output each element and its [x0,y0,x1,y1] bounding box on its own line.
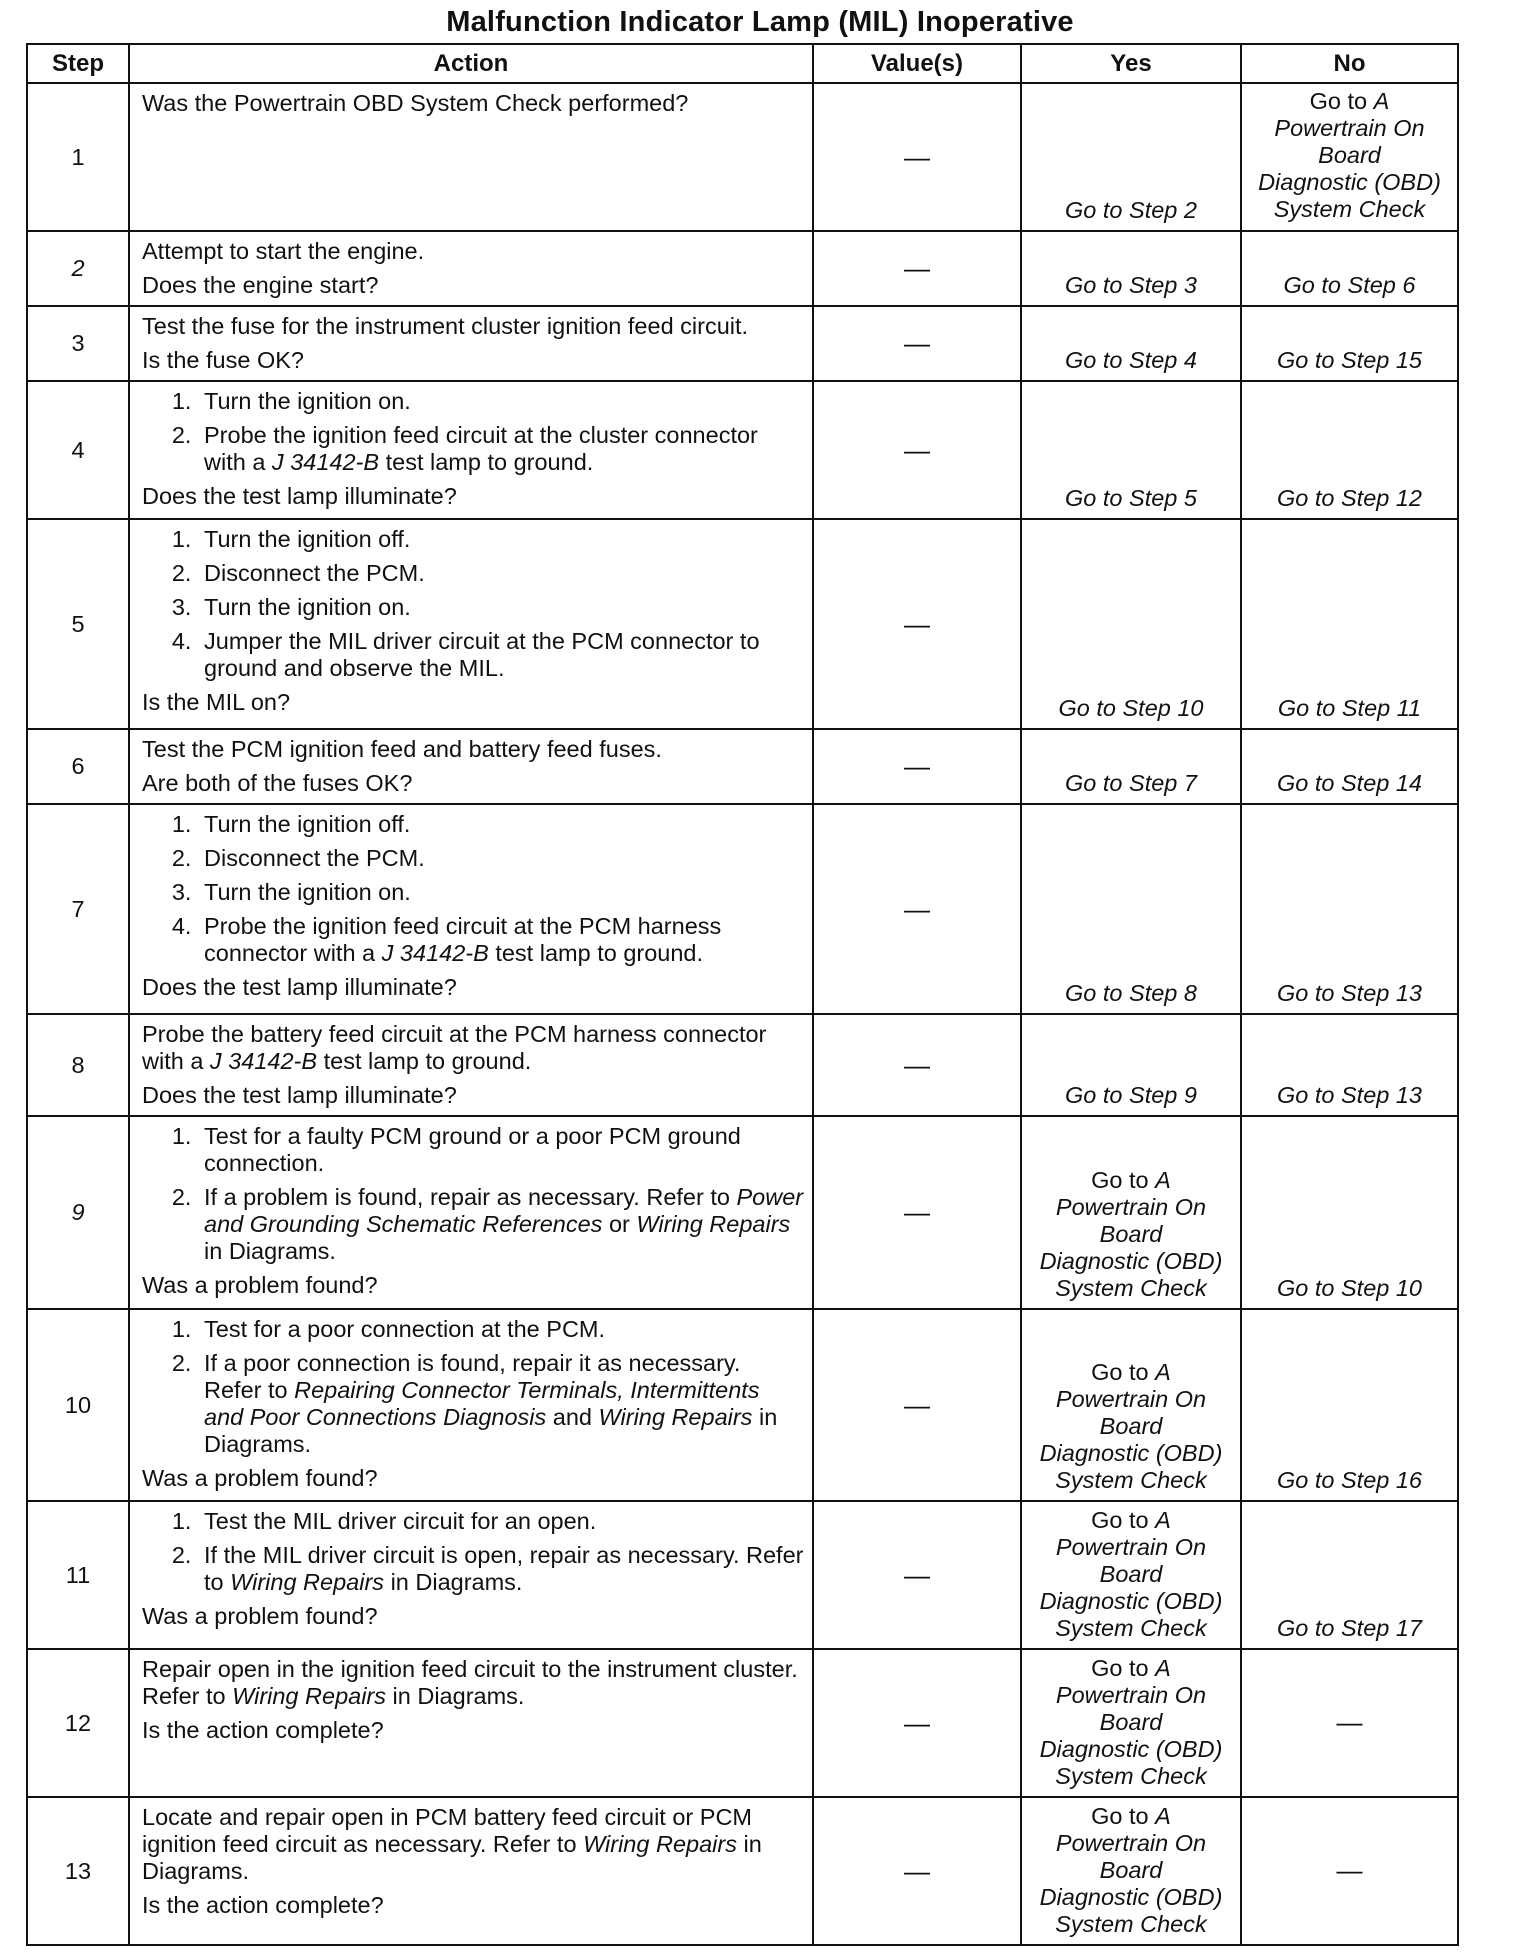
step-number: 4 [27,381,129,519]
table-row [27,1649,1458,1797]
yes-link[interactable]: Go to Step 4 [1065,347,1197,373]
no-cell: — [1241,1797,1458,1945]
no-cell: — [1241,1649,1458,1797]
no-link[interactable]: Go to Step 16 [1276,1467,1423,1493]
yes-link[interactable]: Go to Step 7 [1065,770,1197,796]
table-row [27,381,1458,519]
step-number: 13 [27,1797,129,1945]
step-number: 3 [27,306,129,381]
value-cell: — [813,729,1021,804]
table-row [27,306,1458,381]
yes-cell [1021,83,1241,231]
value-cell: — [813,519,1021,729]
value-cell: — [813,306,1021,381]
yes-link[interactable]: Go to A Powertrain On Board Diagnostic (OBD) System Check [1039,1655,1223,1789]
list-item: 1. Turn the ignition off. [198,526,804,553]
yes-link[interactable]: Go to Step 8 [1065,980,1197,1006]
no-link[interactable]: Go to Step 6 [1283,272,1416,298]
header-step: Step [27,44,129,83]
no-link[interactable]: Go to Step 15 [1276,347,1423,373]
value-cell: — [813,1014,1021,1116]
yes-link[interactable]: Go to Step 3 [1065,272,1197,298]
action-cell [129,1797,813,1945]
table-row [27,1014,1458,1116]
question-text: Was a problem found? [142,1272,378,1298]
instruction-list [142,811,804,967]
step-number: 9 [27,1116,129,1309]
list-item: 1. Test for a poor connection at the PCM. [198,1316,804,1343]
list-item: 1. Turn the ignition off. [198,811,804,838]
step-number: 6 [27,729,129,804]
yes-cell [1021,1309,1241,1501]
table-row [27,231,1458,306]
no-cell [1241,804,1458,1014]
question-text: Does the test lamp illuminate? [142,974,457,1000]
question-text: Was the Powertrain OBD System Check performed? [142,90,689,116]
question-text: Is the MIL on? [142,689,291,715]
list-item: 4. Probe the ignition feed circuit at the PCM harness connector with a J 34142-B test lamp to ground. [198,913,804,967]
no-cell [1241,729,1458,804]
action-cell [129,1309,813,1501]
yes-link[interactable]: Go to Step 9 [1065,1082,1197,1108]
yes-cell [1021,729,1241,804]
question-text: Does the engine start? [142,272,379,298]
no-link[interactable]: Go to Step 13 [1276,1082,1423,1108]
table-row [27,1309,1458,1501]
header-row [27,44,1458,83]
yes-cell [1021,381,1241,519]
yes-cell [1021,1014,1241,1116]
list-item: 2. If a poor connection is found, repair it as necessary. Refer to Repairing Connector Terminals, Intermittents and Poor Connections Diagnosis and Wiring Repairs in Diagrams. [198,1350,804,1458]
page-title: Malfunction Indicator Lamp (MIL) Inoperative [446,6,1074,38]
list-item: 1. Turn the ignition on. [198,388,804,415]
no-cell [1241,1014,1458,1116]
no-link[interactable]: Go to Step 13 [1276,980,1423,1006]
question-text: Is the action complete? [142,1717,384,1743]
yes-cell [1021,1501,1241,1649]
table-row [27,1116,1458,1309]
action-cell [129,1501,813,1649]
question-text: Does the test lamp illuminate? [142,483,457,509]
yes-cell [1021,804,1241,1014]
list-item: 2. If the MIL driver circuit is open, repair as necessary. Refer to Wiring Repairs in Diagrams. [198,1542,804,1596]
no-link[interactable]: Go to Step 10 [1276,1275,1423,1301]
value-cell: — [813,1649,1021,1797]
no-link[interactable]: Go to Step 11 [1277,695,1422,721]
header-values: Value(s) [813,44,1021,83]
question-text: Does the test lamp illuminate? [142,1082,457,1108]
action-cell [129,804,813,1014]
step-number: 8 [27,1014,129,1116]
no-link[interactable]: Go to A Powertrain On Board Diagnostic (OBD) System Check [1258,88,1441,222]
yes-cell [1021,306,1241,381]
action-cell [129,83,813,231]
no-cell [1241,306,1458,381]
no-cell [1241,519,1458,729]
value-cell: — [813,1309,1021,1501]
diagnostic-table [26,43,1459,1946]
table-row [27,1797,1458,1945]
header-action: Action [129,44,813,83]
no-cell [1241,1116,1458,1309]
no-cell [1241,231,1458,306]
step-number: 11 [27,1501,129,1649]
step-number: 5 [27,519,129,729]
yes-cell [1021,1116,1241,1309]
question-text: Was a problem found? [142,1603,378,1629]
value-cell: — [813,231,1021,306]
yes-link[interactable]: Go to A Powertrain On Board Diagnostic (OBD) System Check [1039,1803,1223,1937]
yes-link[interactable]: Go to Step 5 [1065,485,1197,511]
table-row [27,519,1458,729]
instruction-text: Locate and repair open in PCM battery feed circuit or PCM ignition feed circuit as necessary. Refer to Wiring Repairs in Diagrams. [142,1804,762,1884]
value-cell: — [813,1501,1021,1649]
no-cell [1241,83,1458,231]
action-cell [129,1014,813,1116]
list-item: 2. Disconnect the PCM. [198,560,804,587]
yes-cell [1021,1649,1241,1797]
step-number: 7 [27,804,129,1014]
value-cell: — [813,83,1021,231]
header-yes: Yes [1021,44,1241,83]
question-text: Are both of the fuses OK? [142,770,413,796]
yes-link[interactable]: Go to A Powertrain On Board Diagnostic (OBD) System Check [1039,1167,1223,1301]
table-row [27,729,1458,804]
table-row [27,1501,1458,1649]
step-number: 1 [27,83,129,231]
action-cell [129,231,813,306]
yes-cell [1021,231,1241,306]
list-item: 2. If a problem is found, repair as necessary. Refer to Power and Grounding Schematic References or Wiring Repairs in Diagrams. [198,1184,804,1265]
list-item: 4. Jumper the MIL driver circuit at the PCM connector to ground and observe the MIL. [198,628,804,682]
question-text: Is the action complete? [142,1892,384,1918]
instruction-text: Test the PCM ignition feed and battery feed fuses. [142,736,662,762]
action-cell [129,729,813,804]
list-item: 1. Test for a faulty PCM ground or a poor PCM ground connection. [198,1123,804,1177]
instruction-text: Attempt to start the engine. [142,238,425,264]
question-text: Is the fuse OK? [142,347,304,373]
action-cell [129,519,813,729]
step-number: 12 [27,1649,129,1797]
no-cell [1241,1501,1458,1649]
step-number: 10 [27,1309,129,1501]
instruction-text: Probe the battery feed circuit at the PCM harness connector with a J 34142-B test lamp to ground. [142,1021,767,1074]
yes-link[interactable]: Go to A Powertrain On Board Diagnostic (OBD) System Check [1039,1359,1223,1493]
no-cell [1241,1309,1458,1501]
yes-link[interactable]: Go to Step 2 [1065,197,1197,223]
table-row [27,83,1458,231]
no-cell [1241,381,1458,519]
no-link[interactable]: Go to Step 17 [1276,1615,1423,1641]
no-link[interactable]: Go to Step 14 [1276,770,1423,796]
instruction-list [142,526,804,682]
yes-link[interactable]: Go to A Powertrain On Board Diagnostic (OBD) System Check [1039,1507,1223,1641]
list-item: 2. Disconnect the PCM. [198,845,804,872]
no-link[interactable]: Go to Step 12 [1276,485,1423,511]
value-cell: — [813,804,1021,1014]
yes-cell [1021,1797,1241,1945]
yes-link[interactable]: Go to Step 10 [1058,695,1204,721]
list-item: 3. Turn the ignition on. [198,594,804,621]
action-cell [129,1649,813,1797]
action-cell [129,306,813,381]
value-cell: — [813,1797,1021,1945]
list-item: 1. Test the MIL driver circuit for an open. [198,1508,804,1535]
list-item: 3. Turn the ignition on. [198,879,804,906]
instruction-text: Test the fuse for the instrument cluster ignition feed circuit. [142,313,749,339]
instruction-list [142,1316,804,1458]
value-cell: — [813,1116,1021,1309]
value-cell: — [813,381,1021,519]
instruction-list [142,1508,804,1596]
step-number: 2 [27,231,129,306]
yes-cell [1021,519,1241,729]
instruction-list [142,388,804,476]
instruction-text: Repair open in the ignition feed circuit to the instrument cluster. Refer to Wiring Repairs in Diagrams. [142,1656,798,1709]
table-row [27,804,1458,1014]
action-cell [129,381,813,519]
header-no: No [1241,44,1458,83]
instruction-list [142,1123,804,1265]
list-item: 2. Probe the ignition feed circuit at the cluster connector with a J 34142-B test lamp to ground. [198,422,804,476]
question-text: Was a problem found? [142,1465,378,1491]
action-cell [129,1116,813,1309]
